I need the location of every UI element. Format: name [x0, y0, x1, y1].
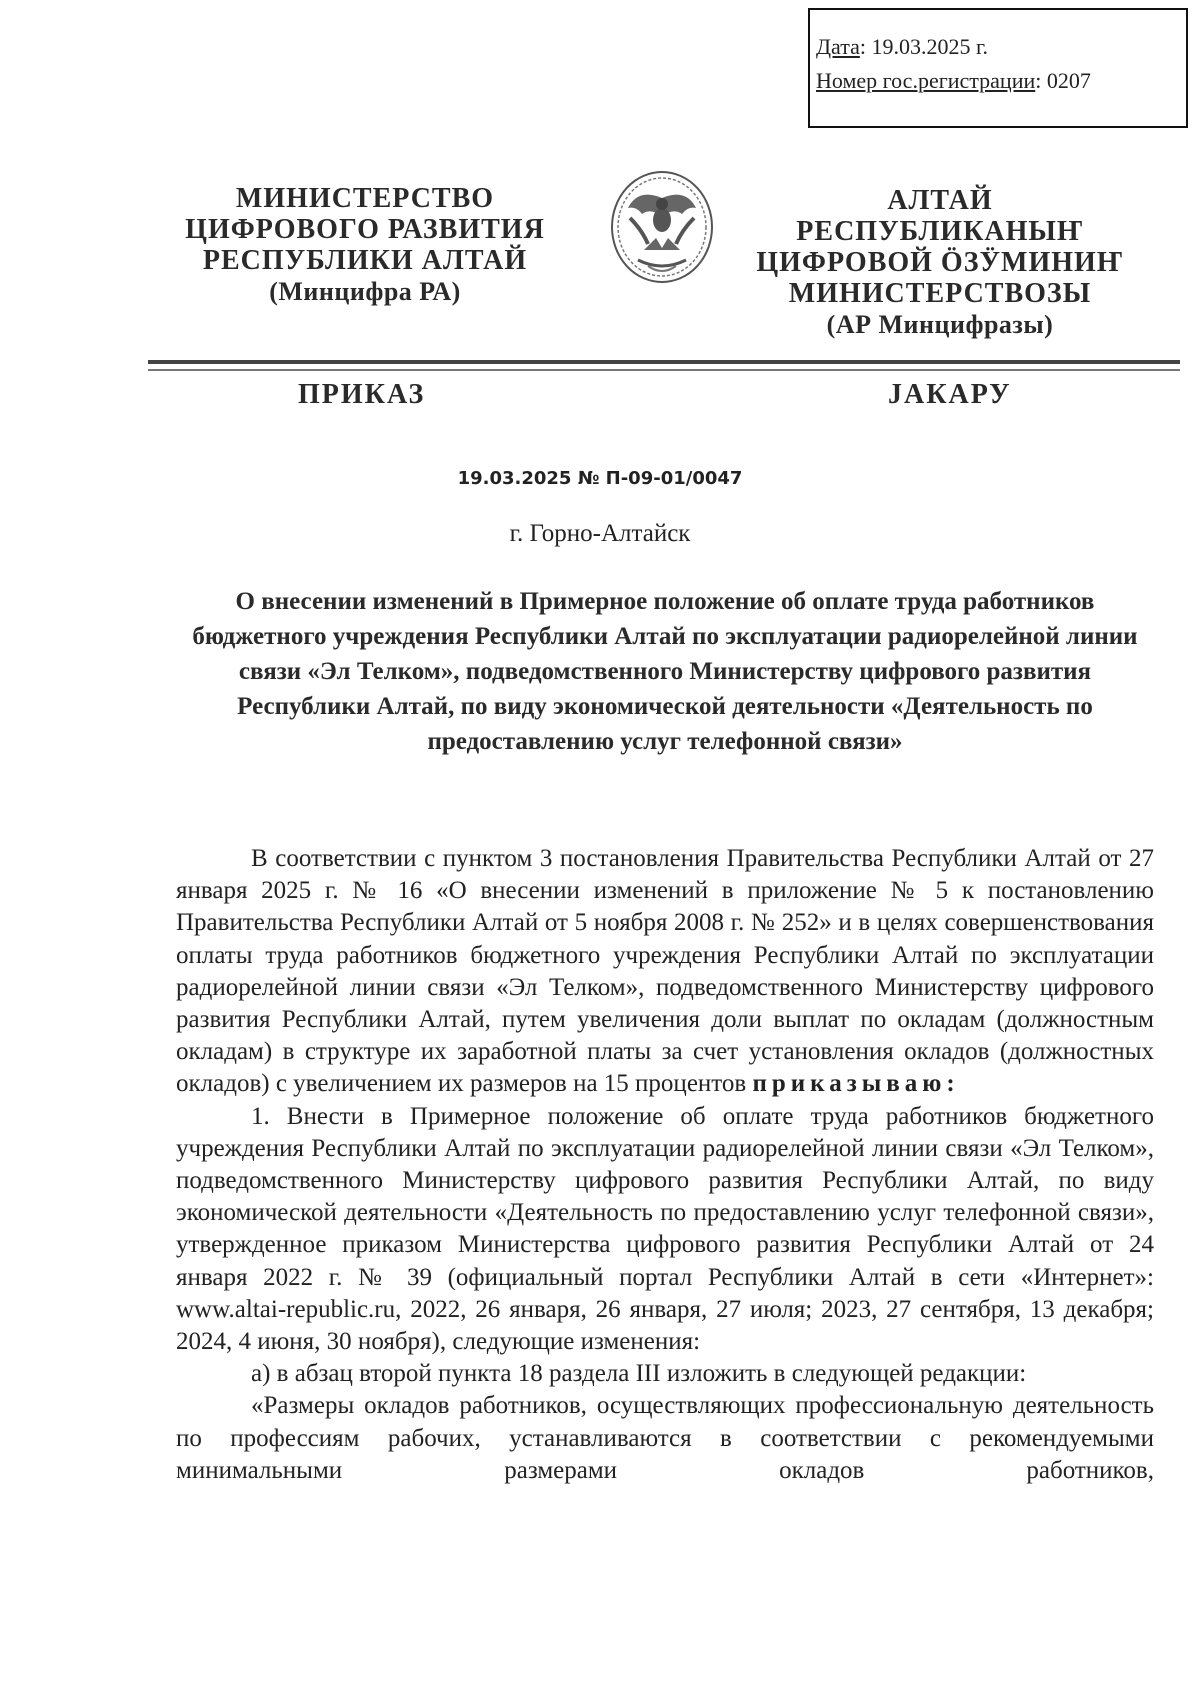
ministry-name-altai [740, 185, 1140, 340]
ministry-name-russian [170, 183, 560, 307]
paragraph: 1. Внести в Примерное положение об оплате труда работников бюджетного учреждения Республики Алтай по эксплуатации радиорелейной линии связи «Эл Телком», подведомственного Министерству цифрового развития Республики Алтай, по виду экономической деятельности «Деятельность по предоставлению услуг телефонной связи», утвержденное приказом Министерства цифрового развития Республики Алтай от 24 января 2022 г. № 39 (официальный портал Республики Алтай в сети «Интернет»: www.altai-republic.ru, 2022, 26 января, 26 января, 27 июля; 2023, 27 сентября, 13 декабря; 2024, 4 июня, 30 ноября), следующие изменения: [176, 1102, 1154, 1356]
org-alt-short-name: (АР Минцифразы) [826, 310, 1054, 339]
org-alt-line: ЦИФРОВОЙ ӦЗӰМИНИҤ [756, 247, 1124, 278]
org-ru-line: МИНИСТЕРСТВО [235, 183, 495, 214]
order-number: 19.03.2025 № П-09-01/0047 [457, 468, 743, 489]
date-label: Дата [816, 34, 860, 59]
org-alt-line: АЛТАЙ [887, 185, 993, 216]
paragraph [176, 843, 1154, 1101]
reg-number-value: : 0207 [1035, 68, 1091, 93]
preamble-text: В соответствии с пунктом 3 постановления Правительства Республики Алтай от 27 января 2025 г. № 16 «О внесении изменений в приложение № 5 к постановлению Правительства Республики Алтай от 5 ноября 2008 г. № 252» и в целях совершенствования оплаты труда работников бюджетного учреждения Республики Алтай по эксплуатации радиорелейной линии связи «Эл Телком», подведомственного Министерству цифрового развития Республики Алтай, путем увеличения доли выплат по окладам (должностным окладам) в структуре их заработной платы за счет установления окладов (должностных окладов) с увеличением их размеров на 15 процентов [176, 845, 1154, 1098]
org-ru-line: РЕСПУБЛИКИ АЛТАЙ [202, 245, 528, 276]
paragraph: «Размеры окладов работников, осуществляющих профессиональную деятельность по профессиям рабочих, устанавливаются в соответствии с рекомендуемыми минимальными размерами окладов работников, [176, 1392, 1154, 1484]
reg-number-label: Номер гос.регистрации [816, 68, 1036, 93]
document-title: О внесении изменений в Примерное положение об оплате труда работников бюджетного учреждения Республики Алтай по эксплуатации радиорелейной линии связи «Эл Телком», подведомственного Министерству цифрового развития Республики Алтай, по виду экономической деятельности «Деятельность по предоставлению услуг телефонной связи» [192, 588, 1138, 755]
order-directive: приказываю: [752, 1070, 960, 1098]
org-alt-line: МИНИСТЕРСТВОЗЫ [788, 278, 1092, 309]
org-ru-line: ЦИФРОВОГО РАЗВИТИЯ [185, 214, 545, 245]
republic-altai-emblem-icon [608, 168, 716, 286]
date-value: : 19.03.2025 г. [859, 34, 989, 59]
org-alt-line: РЕСПУБЛИКАНЫҤ [796, 216, 1084, 247]
header-divider-thin [148, 369, 1180, 371]
header-divider [148, 360, 1180, 364]
org-ru-short-name: (Минцифра РА) [269, 277, 461, 306]
registration-box [808, 8, 1188, 128]
registration-date [816, 30, 1186, 64]
order-title-altai: JАКАРУ [888, 379, 1012, 410]
order-title-russian: ПРИКАЗ [298, 379, 426, 410]
registration-number [816, 64, 1186, 98]
document-body [176, 843, 1154, 1487]
paragraph: а) в абзац второй пункта 18 раздела III изложить в следующей редакции: [251, 1360, 1027, 1388]
city: г. Горно-Алтайск [509, 520, 691, 547]
